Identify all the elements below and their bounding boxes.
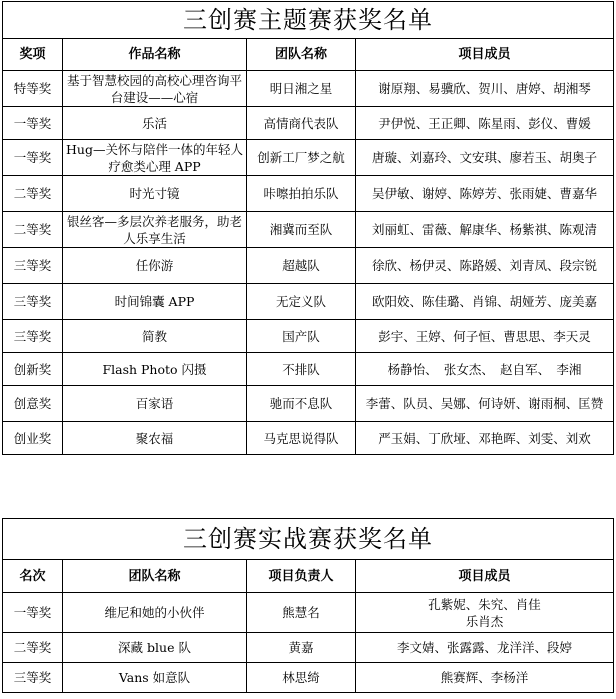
rank-cell: 三等奖 xyxy=(3,663,63,693)
team-cell: 维尼和她的小伙伴 xyxy=(63,593,247,633)
members-cell: 尹伊悦、王正卿、陈星雨、彭仪、曹媛 xyxy=(356,107,614,140)
work-cell: Hug—关怀与陪伴一体的年轻人疗愈类心理 APP xyxy=(63,140,247,176)
members-cell: 杨静怡、 张女杰、 赵自军、 李湘 xyxy=(356,353,614,386)
work-cell: 乐活 xyxy=(63,107,247,140)
leader-cell: 林思绮 xyxy=(247,663,356,693)
award-cell: 三等奖 xyxy=(3,248,63,284)
team-cell: 创新工厂梦之航 xyxy=(247,140,356,176)
theme-awards-header-row xyxy=(3,39,614,71)
table-row xyxy=(3,140,614,176)
table-row xyxy=(3,633,614,663)
award-cell: 二等奖 xyxy=(3,176,63,212)
team-cell: 无定义队 xyxy=(247,284,356,320)
work-cell: 百家语 xyxy=(63,386,247,422)
header-work: 作品名称 xyxy=(63,39,247,71)
header-rank: 名次 xyxy=(3,560,63,593)
table-row xyxy=(3,248,614,284)
table-row xyxy=(3,386,614,422)
award-cell: 一等奖 xyxy=(3,107,63,140)
practice-awards-table xyxy=(2,518,614,693)
award-cell: 特等奖 xyxy=(3,71,63,107)
members-cell: 唐璇、刘嘉玲、文安琪、廖若玉、胡奥子 xyxy=(356,140,614,176)
team-cell: 深藏 blue 队 xyxy=(63,633,247,663)
team-cell: 明日湘之星 xyxy=(247,71,356,107)
table-row xyxy=(3,71,614,107)
table-row xyxy=(3,663,614,693)
practice-awards-header-row xyxy=(3,560,614,593)
leader-cell: 熊慧名 xyxy=(247,593,356,633)
rank-cell: 二等奖 xyxy=(3,633,63,663)
team-cell: 国产队 xyxy=(247,320,356,353)
team-cell: 驰而不息队 xyxy=(247,386,356,422)
members-cell: 严玉娟、丁欣垭、邓艳晖、刘雯、刘欢 xyxy=(356,422,614,455)
members-cell: 李文婧、张露露、龙洋洋、段婷 xyxy=(356,633,614,663)
table-row xyxy=(3,422,614,455)
work-cell: 时光寸镜 xyxy=(63,176,247,212)
rank-cell: 一等奖 xyxy=(3,593,63,633)
members-cell: 熊赛辉、李杨洋 xyxy=(356,663,614,693)
theme-awards-title: 三创赛主题赛获奖名单 xyxy=(3,2,614,39)
header-team: 团队名称 xyxy=(63,560,247,593)
award-cell: 创新奖 xyxy=(3,353,63,386)
members-cell: 徐欣、杨伊灵、陈路媛、刘青凤、段宗锐 xyxy=(356,248,614,284)
table-row xyxy=(3,284,614,320)
theme-awards-table xyxy=(2,1,614,455)
header-award: 奖项 xyxy=(3,39,63,71)
members-cell: 李蕾、队员、吴娜、何诗妍、谢雨桐、匡赞 xyxy=(356,386,614,422)
team-cell: 不排队 xyxy=(247,353,356,386)
members-cell: 孔紫妮、朱究、肖佳乐肖杰 xyxy=(356,593,614,633)
members-cell: 吴伊敏、谢婷、陈婷芳、张雨婕、曹嘉华 xyxy=(356,176,614,212)
header-team: 团队名称 xyxy=(247,39,356,71)
members-cell: 谢原翔、易骥欣、贺川、唐婷、胡湘琴 xyxy=(356,71,614,107)
work-cell: 简教 xyxy=(63,320,247,353)
table-row xyxy=(3,176,614,212)
header-members: 项目成员 xyxy=(356,560,614,593)
work-cell: 时间锦囊 APP xyxy=(63,284,247,320)
award-cell: 创业奖 xyxy=(3,422,63,455)
team-cell: Vans 如意队 xyxy=(63,663,247,693)
team-cell: 咔嚓拍拍乐队 xyxy=(247,176,356,212)
table-row xyxy=(3,107,614,140)
team-cell: 高情商代表队 xyxy=(247,107,356,140)
work-cell: 聚农福 xyxy=(63,422,247,455)
table-row xyxy=(3,212,614,248)
leader-cell: 黄嘉 xyxy=(247,633,356,663)
award-cell: 二等奖 xyxy=(3,212,63,248)
table-row xyxy=(3,320,614,353)
team-cell: 马克思说得队 xyxy=(247,422,356,455)
header-members: 项目成员 xyxy=(356,39,614,71)
award-cell: 三等奖 xyxy=(3,320,63,353)
team-cell: 湘冀而至队 xyxy=(247,212,356,248)
members-cell: 彭宇、王婷、何子恒、曹思思、李天灵 xyxy=(356,320,614,353)
work-cell: 银丝客—多层次养老服务，助老人乐享生活 xyxy=(63,212,247,248)
table-row xyxy=(3,593,614,633)
practice-awards-title: 三创赛实战赛获奖名单 xyxy=(3,519,614,560)
award-cell: 三等奖 xyxy=(3,284,63,320)
team-cell: 超越队 xyxy=(247,248,356,284)
header-leader: 项目负责人 xyxy=(247,560,356,593)
work-cell: 任你游 xyxy=(63,248,247,284)
table-row xyxy=(3,353,614,386)
award-cell: 创意奖 xyxy=(3,386,63,422)
members-cell: 欧阳姣、陈佳璐、肖锦、胡娅芳、庞美嘉 xyxy=(356,284,614,320)
work-cell: Flash Photo 闪摄 xyxy=(63,353,247,386)
members-cell: 刘丽虹、雷薇、解康华、杨紫祺、陈观清 xyxy=(356,212,614,248)
work-cell: 基于智慧校园的高校心理咨询平台建设——心宿 xyxy=(63,71,247,107)
award-cell: 一等奖 xyxy=(3,140,63,176)
